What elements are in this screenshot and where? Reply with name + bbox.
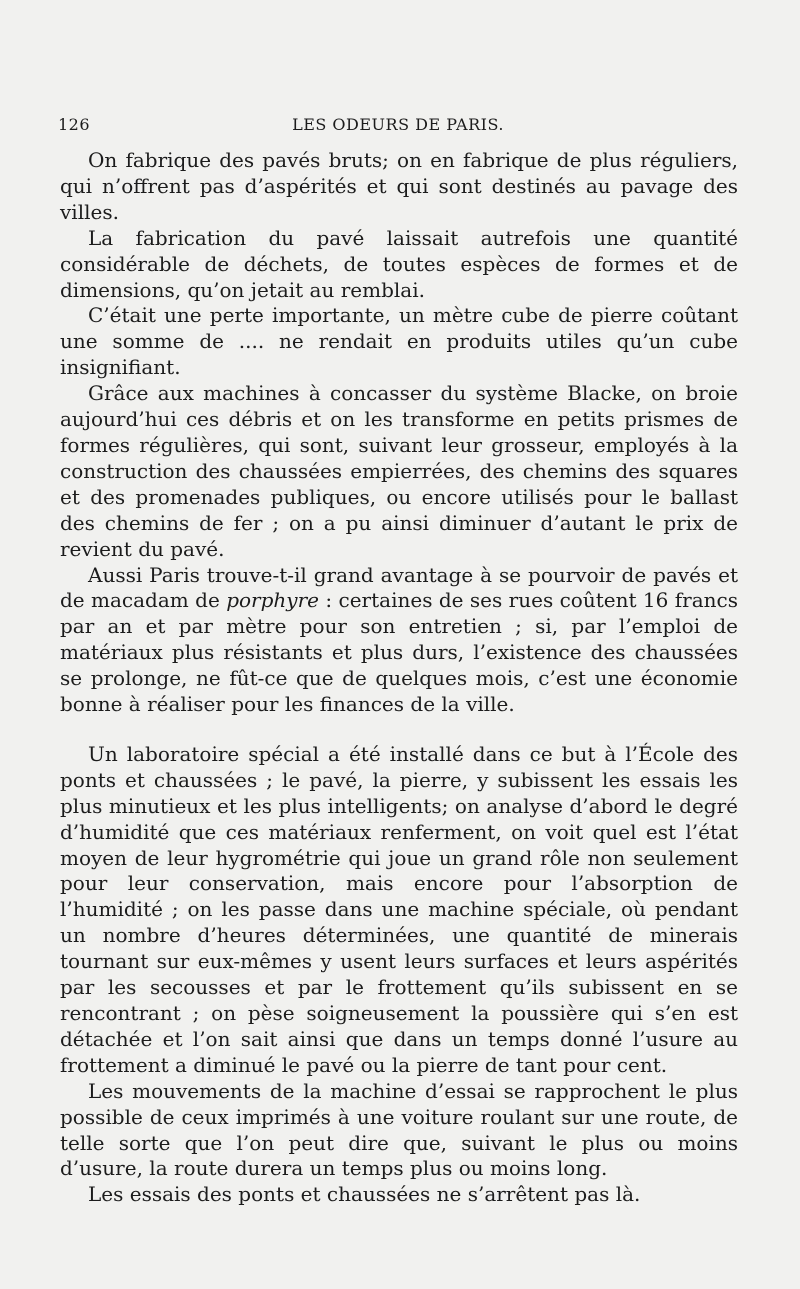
running-header xyxy=(58,115,738,141)
paragraph-5-start: Aussi Paris trouve-t-il grand avantage à se pourvoir de pavés et de macadam de xyxy=(60,562,738,613)
paragraph-2: La fabrication du pavé laissait autrefois une quantité considérable de déchets, de toutes espèces de formes et de dimensions, qu’on jetait au remblai. xyxy=(60,225,738,302)
page-number: 126 xyxy=(58,115,91,134)
paragraph-8: Les essais des ponts et chaussées ne s’arrêtent pas là. xyxy=(88,1182,641,1207)
body-text xyxy=(60,148,738,1208)
porphyre-italic: porphyre xyxy=(226,588,319,613)
paragraph-1: On fabrique des pavés bruts; on en fabrique de plus réguliers, qui n’offrent pas d’aspérités et qui sont destinés au pavage des villes. xyxy=(60,148,738,224)
paragraph-4: Grâce aux machines à concasser du système Blacke, on broie aujourd’hui ces débris et on les transforme en petits prismes de formes régulières, qui sont, suivant leur grosseur, employés à la construction des chaussées empierrées, des chemins des squares et des promenades publiques, ou encore utilisés pour le ballast des chemins de fer ; on a pu ainsi diminuer d’autant le prix de revient du pavé. xyxy=(60,381,738,561)
paragraph-5 xyxy=(60,563,738,718)
paragraph-3: C’était une perte importante, un mètre cube de pierre coûtant une somme de .... ne rendait en produits utiles qu’un cube insignifiant. xyxy=(60,303,738,380)
running-title: LES ODEURS DE PARIS. xyxy=(292,115,504,134)
paragraph-6: Un laboratoire spécial a été installé dans ce but à l’École des ponts et chaussées ; le pavé, la pierre, y subissent les essais les plus minutieux et les plus intelligents; on analyse d’abord le degré d’humidité que ces matériaux renferment, on voit quel est l’état moyen de leur hygrométrie qui joue un grand rôle non seulement pour leur conservation, mais encore pour l’absorption de l’humidité ; on les passe dans une machine spéciale, où pendant un nombre d’heures déterminées, une quantité de minerais tournant sur eux-mêmes y usent leurs surfaces et leurs aspérités par les secousses et par le frottement qu’ils subissent en se rencontrant ; on pèse soigneusement la poussière qui s’en est détachée et l’on sait ainsi que dans un temps donné l’usure au frottement a diminué le pavé ou la pierre de tant pour cent. xyxy=(60,741,738,1077)
paragraph-5-end: : certaines de ses rues coûtent 16 francs par an et par mètre pour son entretien ; si, par l’emploi de matériaux plus résistants et plus durs, l’existence des chaussées se prolonge, ne fût-ce que de quelques mois, c’est une économie bonne à réaliser pour les finances de la ville. xyxy=(60,588,738,717)
paragraph-7: Les mouvements de la machine d’essai se rapprochent le plus possible de ceux imprimés à une voiture roulant sur une route, de telle sorte que l’on peut dire que, suivant le plus ou moins d’usure, la route durera un temps plus ou moins long. xyxy=(60,1078,738,1181)
